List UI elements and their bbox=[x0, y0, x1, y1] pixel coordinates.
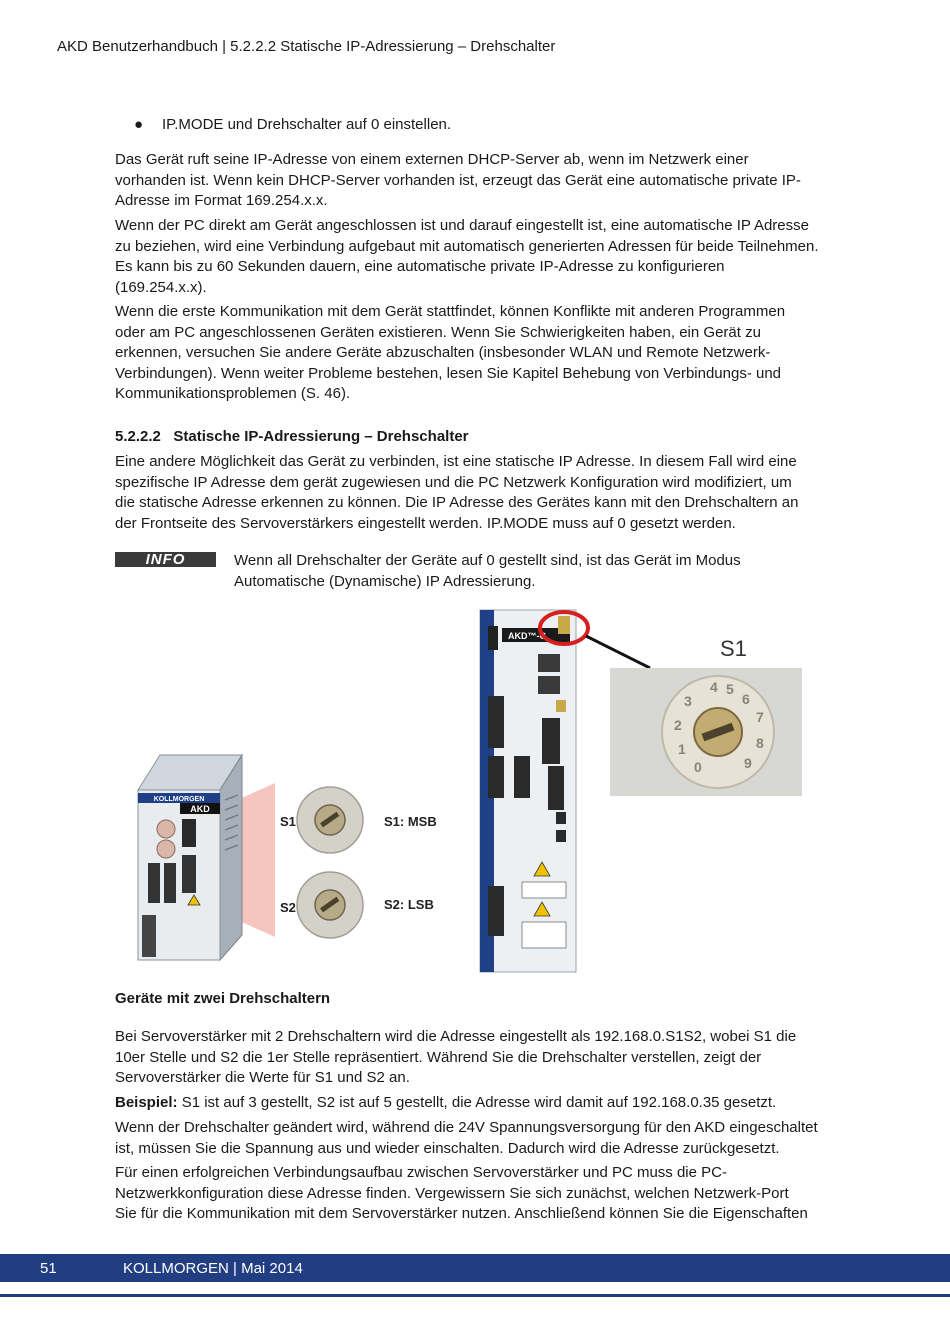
figure-caption: Geräte mit zwei Drehschaltern bbox=[115, 990, 331, 1007]
paragraph-dhcp bbox=[115, 150, 840, 212]
paragraph-line: Netzwerkkonfiguration diese Adresse finden. Vergewissern Sie sich zunächst, welchen Netzwerk-Port bbox=[115, 1184, 789, 1202]
drive-switch-icon bbox=[558, 616, 570, 634]
pointer-line bbox=[586, 636, 650, 668]
paragraph-line: Für einen erfolgreichen Verbindungsaufbau zwischen Servoverstärker und PC muss die PC- bbox=[115, 1164, 727, 1181]
svg-text:3: 3 bbox=[684, 693, 692, 709]
example-text: S1 ist auf 3 gestellt, S2 ist auf 5 gestellt, die Adresse wird damit auf 192.168.0.35 gesetzt. bbox=[177, 1094, 777, 1111]
drive-connector-icon bbox=[542, 718, 560, 764]
drive-connector-icon bbox=[488, 626, 498, 650]
paragraph-line: Wenn der Drehschalter geändert wird, während die 24V Spannungsversorgung für den AKD eingeschaltet bbox=[115, 1119, 818, 1136]
drive-brand: KOLLMORGEN bbox=[153, 796, 205, 803]
info-text bbox=[234, 551, 794, 592]
info-line: Wenn all Drehschalter der Geräte auf 0 gestellt sind, ist das Gerät im Modus bbox=[234, 552, 741, 569]
drive-connector-icon bbox=[182, 819, 196, 847]
footer-brand: KOLLMORGEN | Mai 2014 bbox=[123, 1260, 303, 1277]
svg-text:1: 1 bbox=[678, 741, 686, 757]
warning-label bbox=[522, 882, 566, 898]
paragraph-line: Das Gerät ruft seine IP-Adresse von einem externen DHCP-Server ab, wenn im Netzwerk einer bbox=[115, 151, 749, 168]
paragraph-line: Sie für die Kommunikation mit dem Servoverstärker nutzen. Anschließend können Sie die Eigenschaften bbox=[115, 1205, 808, 1222]
svg-text:5: 5 bbox=[726, 681, 734, 697]
paragraph-line: zu beziehen, wird eine Verbindung aufgebaut mit automatisch generierten Adressen für beide Teilnehmen. bbox=[115, 237, 819, 255]
paragraph-line: Wenn die erste Kommunikation mit dem Gerät stattfindet, können Konflikte mit anderen Programmen bbox=[115, 303, 786, 320]
drive-port-icon bbox=[556, 830, 566, 842]
paragraph-line: Wenn der PC direkt am Gerät angeschlossen ist und darauf eingestellt ist, eine automatische IP Adresse bbox=[115, 217, 809, 234]
svg-text:4: 4 bbox=[710, 679, 718, 695]
bullet-text: IP.MODE und Drehschalter auf 0 einstellen. bbox=[162, 116, 452, 133]
drive-connector-icon bbox=[182, 855, 196, 893]
info-line: Automatische (Dynamische) IP Adressierung. bbox=[234, 572, 536, 590]
drive-product: AKD™-C bbox=[508, 631, 546, 641]
paragraph-address bbox=[115, 1027, 840, 1089]
example-label: Beispiel: bbox=[115, 1094, 178, 1111]
info-badge: INFO bbox=[115, 552, 216, 567]
section-title: Statische IP-Adressierung – Drehschalter bbox=[173, 428, 469, 445]
bullet-item bbox=[134, 116, 451, 133]
drive-connector-icon bbox=[488, 886, 504, 936]
svg-text:7: 7 bbox=[756, 709, 764, 725]
drive-connector-icon bbox=[514, 756, 530, 798]
svg-text:0: 0 bbox=[694, 759, 702, 775]
section-paragraph bbox=[115, 452, 840, 534]
drive-switch-s2-icon bbox=[157, 840, 175, 858]
drive-connector-icon bbox=[148, 863, 160, 903]
svg-text:9: 9 bbox=[744, 755, 752, 771]
drive-switch-s1-icon bbox=[157, 820, 175, 838]
zoom-label: S1 bbox=[720, 636, 747, 661]
ethernet-port-icon bbox=[538, 654, 560, 672]
paragraph-direct-pc bbox=[115, 216, 840, 298]
svg-text:6: 6 bbox=[742, 691, 750, 707]
paragraph-line: ist, müssen Sie die Spannung aus und wieder einschalten. Dadurch wird die Adresse zurückgesetzt. bbox=[115, 1139, 780, 1157]
paragraph-example bbox=[115, 1093, 840, 1114]
switch-s2-label: S2 bbox=[280, 900, 296, 915]
svg-text:8: 8 bbox=[756, 735, 764, 751]
section-number: 5.2.2.2 bbox=[115, 428, 161, 445]
drive-side bbox=[220, 755, 242, 960]
paragraph-line: Es kann bis zu 60 Sekunden dauern, eine automatische private IP-Adresse zu konfigurieren bbox=[115, 258, 725, 275]
page-number: 51 bbox=[40, 1260, 57, 1277]
ethernet-port-icon bbox=[538, 676, 560, 694]
drive-product: AKD bbox=[190, 804, 210, 814]
paragraph-conflicts bbox=[115, 302, 840, 405]
figure-akd-two-switches bbox=[130, 745, 460, 975]
warning-label bbox=[522, 922, 566, 948]
figure-akdc-switch bbox=[478, 606, 808, 974]
paragraph-line: oder am PC angeschlossenen Geräten existieren. Wenn Sie Schwierigkeiten haben, ein Gerät zu bbox=[115, 323, 761, 341]
drive-connector-icon bbox=[488, 756, 504, 798]
drive-connector-icon bbox=[164, 863, 176, 903]
paragraph-line: (169.254.x.x). bbox=[115, 278, 207, 296]
paragraph-line: Eine andere Möglichkeit das Gerät zu verbinden, ist eine statische IP Adresse. In diesem Fall wird eine bbox=[115, 453, 797, 470]
paragraph-line: Verbindungen). Wenn weiter Probleme bestehen, lesen Sie Kapitel Behebung von Verbindungs- und bbox=[115, 364, 782, 382]
switch-s1-desc: S1: MSB bbox=[384, 814, 437, 829]
drive-led-icon bbox=[556, 700, 566, 712]
paragraph-line: vorhanden ist. Wenn kein DHCP-Server vorhanden ist, erzeugt das Gerät eine automatische private IP- bbox=[115, 171, 801, 189]
paragraph-line: erkennen, versuchen Sie andere Geräte abzuschalten (insbesonder WLAN und Remote Netzwerk- bbox=[115, 344, 771, 361]
section-heading bbox=[115, 428, 469, 445]
drive-connector-icon bbox=[548, 766, 564, 810]
paragraph-line: die statische Adresse erkennen zu können. Die IP Adresse des Gerätes kann mit den Drehschaltern an bbox=[115, 494, 799, 511]
paragraph-line: spezifische IP Adresse dem gerät zugewiesen und die PC Netzwerk Konfiguration wird modifiziert, um bbox=[115, 473, 792, 491]
bullet-dot-icon: ● bbox=[134, 116, 144, 133]
svg-text:2: 2 bbox=[674, 717, 682, 733]
footer-rule bbox=[0, 1294, 950, 1297]
paragraph-network-config bbox=[115, 1163, 840, 1225]
drive-connector-icon bbox=[142, 915, 156, 957]
paragraph-line: Bei Servoverstärker mit 2 Drehschaltern wird die Adresse eingestellt als 192.168.0.S1S2, wobei S1 die bbox=[115, 1028, 797, 1045]
switch-s2-desc: S2: LSB bbox=[384, 897, 434, 912]
switch-s1-label: S1 bbox=[280, 814, 296, 829]
paragraph-line: 10er Stelle und S2 die 1er Stelle repräsentiert. Während Sie die Drehschalter verstellen, zeigt der bbox=[115, 1048, 762, 1066]
drive-port-icon bbox=[556, 812, 566, 824]
drive-connector-icon bbox=[488, 696, 504, 748]
paragraph-line: Servoverstärker die Werte für S1 und S2 an. bbox=[115, 1069, 410, 1086]
paragraph-power-cycle bbox=[115, 1118, 840, 1159]
running-head: AKD Benutzerhandbuch | 5.2.2.2 Statische IP-Adressierung – Drehschalter bbox=[57, 38, 556, 55]
paragraph-line: Kommunikationsproblemen (S. 46). bbox=[115, 385, 351, 402]
paragraph-line: Adresse im Format 169.254.x.x. bbox=[115, 192, 328, 209]
paragraph-line: der Frontseite des Servoverstärkers eingestellt werden. IP.MODE muss auf 0 gesetzt werden. bbox=[115, 514, 736, 532]
